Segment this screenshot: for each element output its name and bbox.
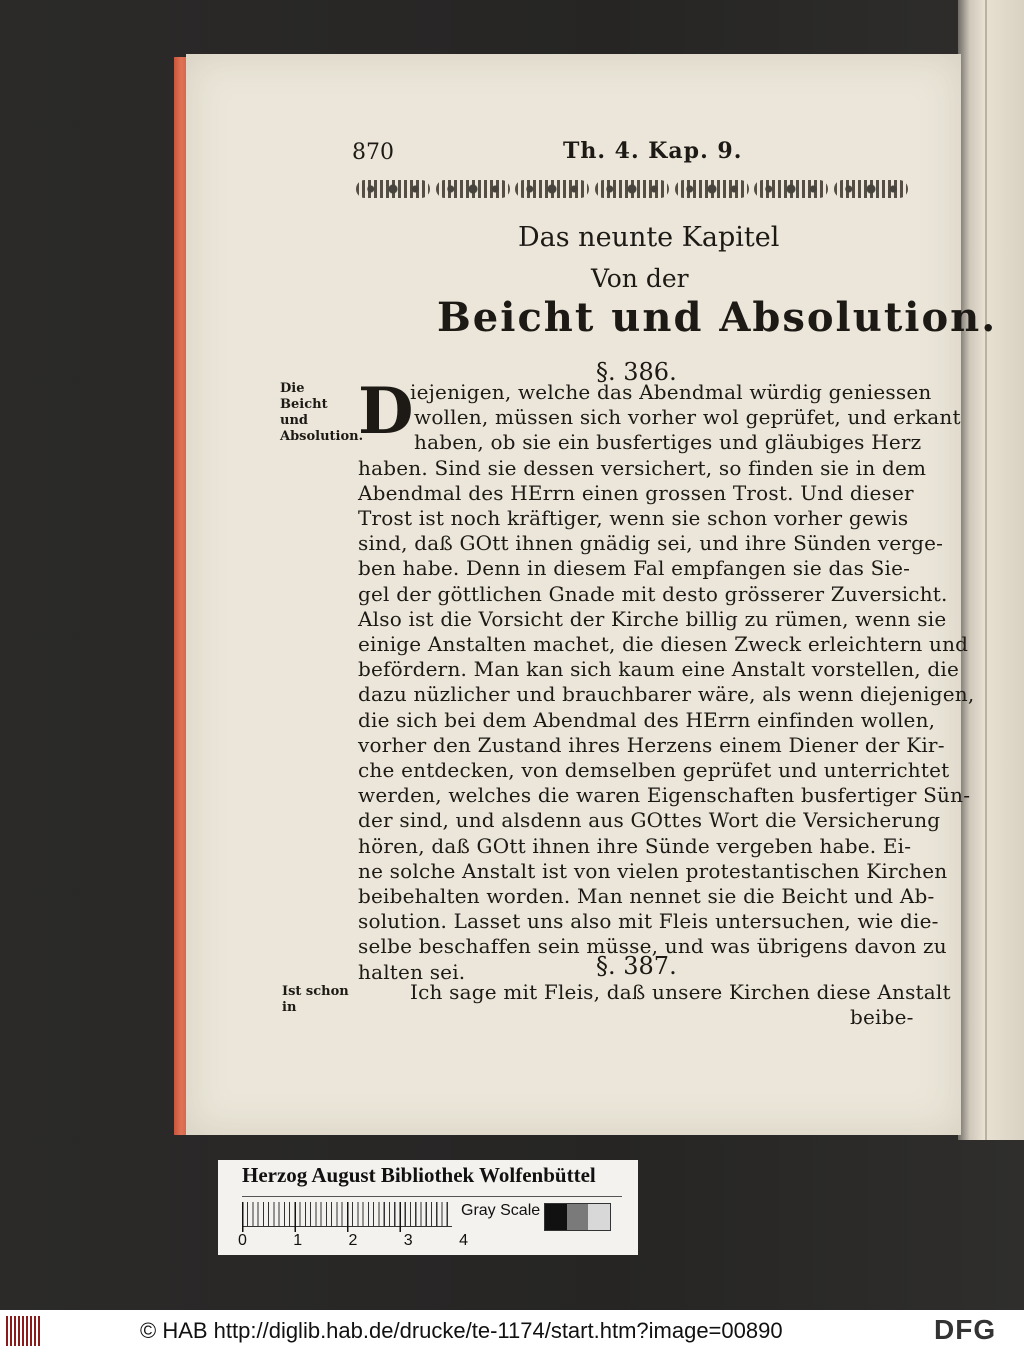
chapter-title: Das neunte Kapitel: [518, 222, 780, 253]
body-line: gel der göttlichen Gnade mit desto grösserer Zuversicht.: [358, 581, 948, 606]
ornament-band: [356, 176, 908, 202]
ruler-number: 2: [348, 1232, 358, 1249]
ornament-piece: [754, 180, 828, 198]
facing-page-gutter: [985, 0, 987, 1140]
dfg-logo: DFG: [934, 1314, 997, 1345]
body-line: haben, ob sie ein busfertiges und gläubiges Herz: [414, 430, 922, 455]
body-line: Trost ist noch kräftiger, wenn sie schon vorher gewis: [358, 506, 909, 530]
gray-scale-label: Gray Scale: [461, 1202, 541, 1219]
page-number: 870: [352, 140, 394, 165]
body-line: beibehalten worden. Man nennet sie die Beicht und Ab-: [358, 884, 935, 908]
card-divider: [242, 1196, 622, 1197]
body-line: Ich sage mit Fleis, daß unsere Kirchen diese Anstalt: [410, 980, 951, 1004]
ornament-piece: [515, 180, 589, 198]
ornament-piece: [834, 180, 908, 198]
body-line: wollen, müssen sich vorher wol geprüfet, und erkant: [414, 405, 961, 430]
body-line: dazu nüzlicher und brauchbarer wäre, als wenn diejenigen,: [358, 682, 975, 707]
body-line: halten sei.: [358, 959, 466, 984]
body-line: ben habe. Denn in diesem Fal empfangen sie das Sie-: [358, 556, 911, 581]
body-line: selbe beschaffen sein müsse, und was übrigens davon zu: [358, 934, 947, 959]
ornament-piece: [356, 180, 430, 198]
body-line: ne solche Anstalt ist von vielen protestantischen Kirchen: [358, 858, 948, 883]
body-line: solution. Lasset uns also mit Fleis untersuchen, wie die-: [358, 909, 939, 934]
body-line: haben. Sind sie dessen versichert, so finden sie in dem: [358, 455, 927, 480]
body-line: che entdecken, von demselben geprüfet und unterrichtet: [358, 758, 950, 782]
ornament-piece: [595, 180, 669, 198]
footer-link[interactable]: © HAB http://diglib.hab.de/drucke/te-1174/start.htm?image=00890: [140, 1318, 783, 1343]
body-line: werden, welches die waren Eigenschaften busfertiger Sün-: [358, 783, 971, 808]
ruler-major-ticks: [242, 1202, 452, 1232]
ornament-piece: [436, 180, 510, 198]
section-mark: §. 387.: [596, 952, 677, 980]
ruler-number: 1: [293, 1232, 303, 1249]
body-line: hören, daß GOtt ihnen ihre Sünde vergeben habe. Ei-: [358, 833, 912, 858]
hab-logo-icon: [6, 1316, 40, 1346]
body-line: vorher den Zustand ihres Herzens einem Diener der Kir-: [358, 732, 945, 757]
gray-swatch: [588, 1204, 610, 1230]
section-mark: §. 386.: [596, 358, 677, 386]
drop-cap: D: [358, 374, 414, 449]
body-line: die sich bei dem Abendmal des HErrn einfinden wollen,: [358, 707, 936, 732]
body-line: beibe-: [850, 1005, 914, 1029]
body-line: iejenigen, welche das Abendmal würdig geniessen: [410, 380, 932, 404]
card-title: Herzog August Bibliothek Wolfenbüttel: [242, 1163, 596, 1187]
body-line: befördern. Man kan sich kaum eine Anstalt vorstellen, die: [358, 657, 960, 682]
ruler-number: 0: [238, 1232, 247, 1249]
ornament-piece: [675, 180, 749, 198]
ruler-number: 4: [459, 1232, 468, 1249]
body-line: Abendmal des HErrn einen grossen Trost. Und dieser: [358, 480, 914, 505]
body-line: einige Anstalten machet, die diesen Zweck erleichtern und: [358, 632, 969, 656]
margin-note: Die Beicht und Absolution.: [280, 381, 364, 444]
ruler-number: 3: [403, 1232, 413, 1249]
ruler-numbers: [238, 1232, 468, 1250]
running-head: Th. 4. Kap. 9.: [563, 138, 743, 164]
gray-swatches: [544, 1203, 611, 1231]
chapter-subtitle: Von der: [591, 264, 689, 293]
gray-swatch: [545, 1204, 567, 1230]
body-line: der sind, und alsdenn aus GOttes Wort die Versicherung: [358, 808, 941, 833]
margin-note: Ist schon in: [282, 984, 349, 1015]
body-line: Also ist die Vorsicht der Kirche billig zu rümen, wenn sie: [358, 606, 947, 631]
body-line: sind, daß GOtt ihnen gnädig sei, und ihre Sünden verge-: [358, 531, 944, 556]
chapter-heading: Beicht und Absolution.: [437, 294, 998, 341]
gray-swatch: [567, 1204, 589, 1230]
facing-page-edge: [958, 0, 1024, 1140]
